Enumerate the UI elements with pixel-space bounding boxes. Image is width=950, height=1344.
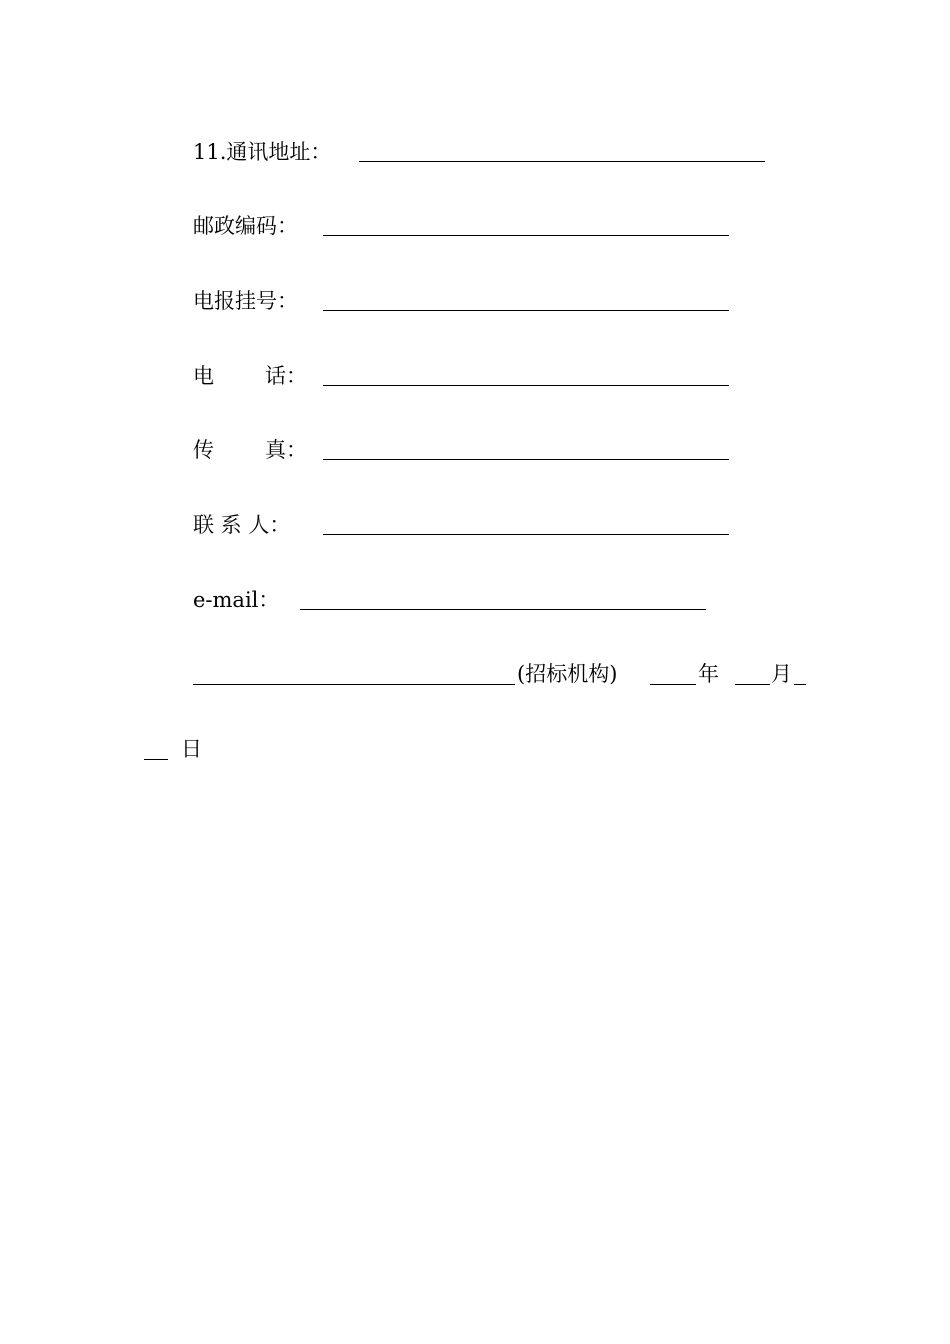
- telegraph-label: 电报挂号：: [193, 289, 298, 313]
- month-field[interactable]: [735, 666, 770, 685]
- day-label: 日: [181, 737, 202, 761]
- phone-row-suffix: [265, 362, 307, 390]
- year-label: 年: [698, 662, 719, 686]
- day-row: [181, 735, 202, 763]
- agency-label-row: [517, 660, 617, 688]
- telegraph-row: [193, 287, 298, 315]
- fax-label-part1: 传: [193, 438, 214, 462]
- postal-field[interactable]: [323, 217, 729, 236]
- contact-row: [193, 511, 290, 539]
- month-label: 月: [771, 662, 792, 686]
- year-row: [698, 660, 719, 688]
- phone-label-part1: 电: [193, 364, 214, 388]
- address-row: [193, 138, 331, 166]
- day-field-start[interactable]: [794, 666, 806, 685]
- agency-label: (招标机构): [517, 662, 618, 686]
- fax-row-suffix: [265, 436, 307, 464]
- email-field[interactable]: [300, 591, 706, 610]
- contact-label: 联 系 人：: [193, 513, 291, 537]
- address-field[interactable]: [359, 143, 765, 162]
- postal-label: 邮政编码：: [193, 214, 298, 238]
- fax-label-part2: 真：: [265, 438, 307, 462]
- fax-row: [193, 436, 214, 464]
- day-field-end[interactable]: [144, 741, 168, 760]
- month-row: [771, 660, 792, 688]
- postal-row: [193, 212, 298, 240]
- year-field[interactable]: [650, 666, 696, 685]
- phone-row: [193, 362, 214, 390]
- fax-field[interactable]: [323, 441, 729, 460]
- email-row: [193, 586, 279, 614]
- telegraph-field[interactable]: [323, 292, 729, 311]
- agency-signature-field[interactable]: [193, 666, 515, 685]
- phone-field[interactable]: [323, 367, 729, 386]
- phone-label-part2: 话：: [265, 364, 307, 388]
- email-label: e-mail：: [193, 588, 280, 612]
- contact-field[interactable]: [323, 516, 729, 535]
- address-label: 11.通讯地址：: [193, 140, 332, 164]
